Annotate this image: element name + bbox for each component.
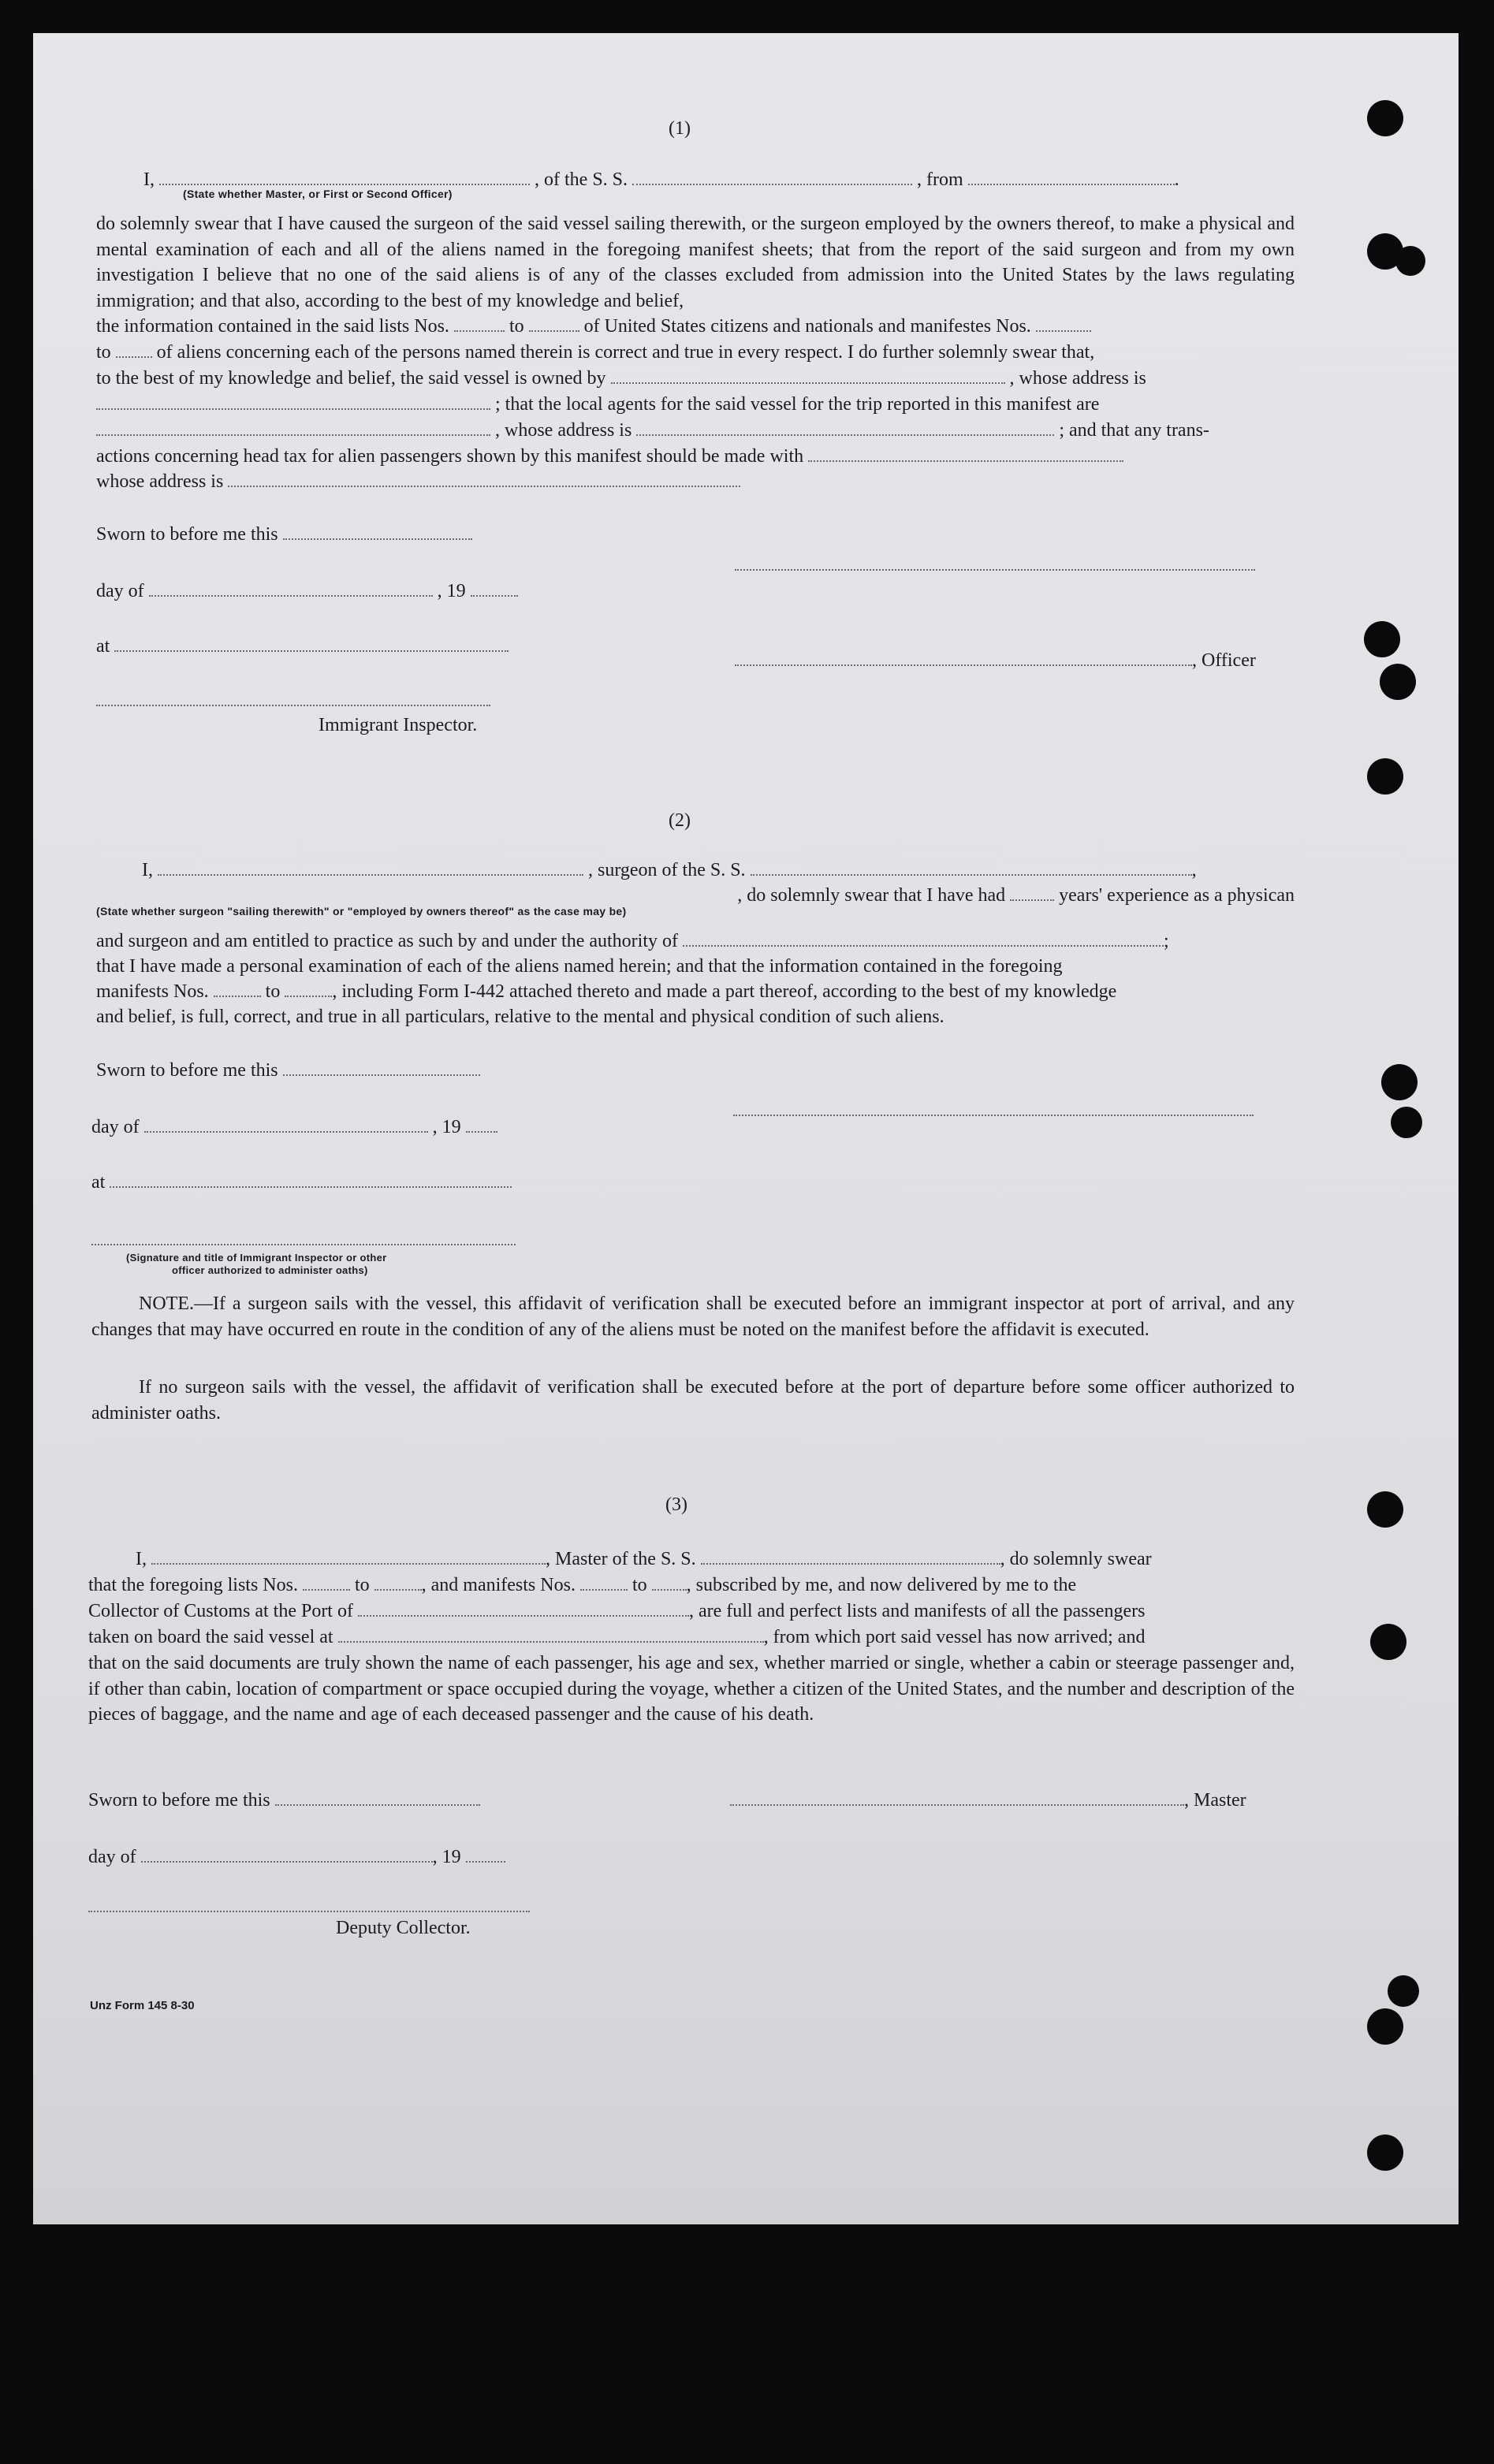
from-port-field[interactable] [968, 168, 1175, 185]
sec2-surgeon-signature-line[interactable] [733, 1115, 1254, 1116]
sec2-manifests-from-field[interactable] [214, 980, 261, 997]
officer-rank-field[interactable] [159, 168, 530, 185]
punch-hole [1364, 621, 1400, 657]
vessel-name-field[interactable] [632, 168, 912, 185]
sec1-line-owner: to the best of my knowledge and belief, the said vessel is owned by , whose address is [96, 368, 1146, 389]
owner-address-field[interactable] [96, 393, 490, 410]
authority-field[interactable] [683, 929, 1164, 947]
manifests-from-field[interactable] [1036, 315, 1091, 332]
master-name-field[interactable] [151, 1547, 546, 1565]
sec1-line1: I, , of the S. S. , from . [143, 169, 1179, 190]
manifests-to-field[interactable] [116, 341, 152, 358]
port-of-field[interactable] [358, 1599, 689, 1617]
sec3-month-field[interactable] [141, 1845, 433, 1863]
sec1-line-agents: ; that the local agents for the said vessel for the trip reported in this manifest are [96, 392, 1295, 417]
sec2-line6: and belief, is full, correct, and true in all particulars, relative to the mental and physical condition of such aliens. [96, 1007, 944, 1027]
sec1-year-field[interactable] [471, 579, 518, 597]
form-page [33, 33, 1459, 2224]
sec2-month-field[interactable] [144, 1115, 428, 1133]
vessel-owner-field[interactable] [611, 367, 1005, 384]
punch-hole [1367, 758, 1403, 795]
head-tax-party-field[interactable] [808, 445, 1123, 462]
lists-from-field[interactable] [454, 315, 505, 332]
sec1-immigrant-inspector: Immigrant Inspector. [319, 715, 478, 735]
sec2-note-surgeon: NOTE.—If a surgeon sails with the vessel, this affidavit of verification shall be executed before an immigrant inspector at port of arrival, and any changes that may have occurred en route in the condition of any of the aliens must be noted on the manifest before the affidavit is executed. [91, 1293, 1295, 1340]
punch-hole [1370, 1624, 1406, 1660]
sec3-line1: I, , Master of the S. S. , do solemnly swear [136, 1549, 1152, 1569]
sec3-line4: taken on board the said vessel at , from which port said vessel has now arrived; and [88, 1627, 1146, 1647]
sec1-inspector-signature-line[interactable] [96, 705, 490, 706]
lists-to-field[interactable] [529, 315, 579, 332]
sec2-at: at [91, 1170, 512, 1195]
section-1-number: (1) [669, 118, 691, 139]
sec3-line2: that the foregoing lists Nos. to , and manifests Nos. to , subscribed by me, and now delivered by me to the [88, 1575, 1077, 1595]
sec1-month-field[interactable] [149, 579, 433, 597]
sec1-officer-signature-line-1[interactable] [735, 569, 1255, 571]
sec3-lists-from-field[interactable] [303, 1573, 350, 1591]
punch-hole [1380, 664, 1416, 700]
sec1-officer: , Officer [735, 648, 1256, 673]
sec3-oath-paragraph: that on the said documents are truly shown the name of each passenger, his age and sex, whether married or single, whether a cabin or steerage passenger and, if other than cabin, location of compartment or space occupied during the voyage, whether a citizen of the United States, and the number and description of the pieces of baggage, and the name and age of each deceased passenger and the cause of his death. [88, 1653, 1295, 1725]
sec1-at: at [96, 634, 509, 659]
sec1-line-headtax-address: whose address is [96, 469, 1295, 494]
sec3-sworn: Sworn to before me this [88, 1788, 480, 1813]
sec3-year-field[interactable] [466, 1845, 505, 1863]
local-agents-field[interactable] [96, 419, 490, 436]
punch-hole [1391, 1107, 1422, 1138]
sec3-collector-signature-line[interactable] [88, 1911, 530, 1912]
agents-address-field[interactable] [636, 419, 1054, 436]
sec1-sworn: Sworn to before me this [96, 522, 472, 547]
sec2-signature-hint-1: (Signature and title of Immigrant Inspector or other [126, 1252, 387, 1264]
sec2-line1: I, , surgeon of the S. S. , [142, 860, 1197, 880]
sec2-line5: manifests Nos. to , including Form I-442 attached thereto and made a part thereof, according to the best of my knowledge [96, 981, 1117, 1002]
sec2-year-field[interactable] [466, 1115, 497, 1133]
sec2-manifests-to-field[interactable] [285, 980, 332, 997]
punch-hole [1367, 100, 1403, 136]
surgeon-name-field[interactable] [158, 858, 583, 876]
section-2-number: (2) [669, 810, 691, 831]
sec1-officer-signature-field[interactable] [735, 649, 1192, 666]
sec3-vessel-field[interactable] [701, 1547, 1000, 1565]
sec3-master: , Master [730, 1788, 1246, 1813]
sec2-place-field[interactable] [110, 1171, 512, 1188]
sec1-line-lists: the information contained in the said lists Nos. to of United States citizens and nationals and manifestes Nos. [96, 314, 1295, 339]
sec3-line3: Collector of Customs at the Port of , are full and perfect lists and manifests of all the passengers [88, 1601, 1146, 1621]
years-experience-field[interactable] [1010, 884, 1054, 901]
sec2-line4: that I have made a personal examination of each of the aliens named herein; and that the information contained in the foregoing [96, 956, 1063, 977]
sec2-dayof: day of , 19 [91, 1115, 497, 1140]
punch-hole [1395, 246, 1425, 276]
sec1-dayof: day of , 19 [96, 579, 518, 604]
sec2-line2: , do solemnly swear that I have had years' experience as a physican [737, 885, 1295, 906]
section-3-number: (3) [665, 1494, 687, 1515]
sec2-sworn-date-field[interactable] [283, 1059, 480, 1076]
sec3-dayof: day of , 19 [88, 1844, 505, 1870]
sec2-line3: and surgeon and am entitled to practice as such by and under the authority of ; [96, 931, 1169, 951]
punch-hole [1367, 2135, 1403, 2171]
sec3-deputy-collector: Deputy Collector. [336, 1918, 471, 1938]
sec1-line-headtax: actions concerning head tax for alien passengers shown by this manifest should be made with [96, 444, 1295, 469]
sec2-sworn: Sworn to before me this [96, 1058, 480, 1083]
embarkation-port-field[interactable] [338, 1625, 764, 1643]
sec2-surgeon-hint: (State whether surgeon "sailing therewith" or "employed by owners thereof" as the case may be) [96, 905, 627, 917]
punch-hole [1388, 1975, 1419, 2007]
form-number: Unz Form 145 8-30 [90, 1999, 195, 2012]
sec3-sworn-date-field[interactable] [275, 1788, 480, 1806]
sec1-oath-paragraph: do solemnly swear that I have caused the surgeon of the said vessel sailing therewith, or the surgeon employed by the owners thereof, to make a physical and mental examination of each and all of the aliens named in the foregoing manifest sheets; that from the report of the said surgeon and from my own investigation I believe that no one of the said aliens is of any of the classes excluded from admission into the United States by the laws regulating immigration; and that also, according to the best of my knowledge and belief, [96, 214, 1295, 311]
punch-hole [1367, 2008, 1403, 2045]
sec1-line-aliens: to of aliens concerning each of the persons named therein is correct and true in every respect. I do further solemnly swear that, [96, 342, 1095, 363]
punch-hole [1367, 1491, 1403, 1528]
sec3-manifests-from-field[interactable] [580, 1573, 628, 1591]
sec3-manifests-to-field[interactable] [652, 1573, 687, 1591]
sec2-signature-hint-2: officer authorized to administer oaths) [172, 1264, 368, 1276]
sec3-lists-to-field[interactable] [374, 1573, 422, 1591]
sec1-sworn-date-field[interactable] [283, 523, 472, 540]
sec1-line-agent-address: , whose address is ; and that any trans- [96, 418, 1295, 443]
punch-hole [1381, 1064, 1418, 1100]
sec2-note-no-surgeon: If no surgeon sails with the vessel, the affidavit of verification shall be executed before at the port of departure before some officer authorized to administer oaths. [91, 1377, 1295, 1424]
head-tax-address-field[interactable] [228, 470, 740, 487]
sec2-inspector-signature-line[interactable] [91, 1244, 516, 1245]
master-signature-field[interactable] [730, 1788, 1184, 1806]
sec1-place-field[interactable] [114, 635, 509, 652]
sec2-vessel-field[interactable] [751, 858, 1192, 876]
sec1-rank-hint: (State whether Master, or First or Second Officer) [183, 188, 453, 200]
